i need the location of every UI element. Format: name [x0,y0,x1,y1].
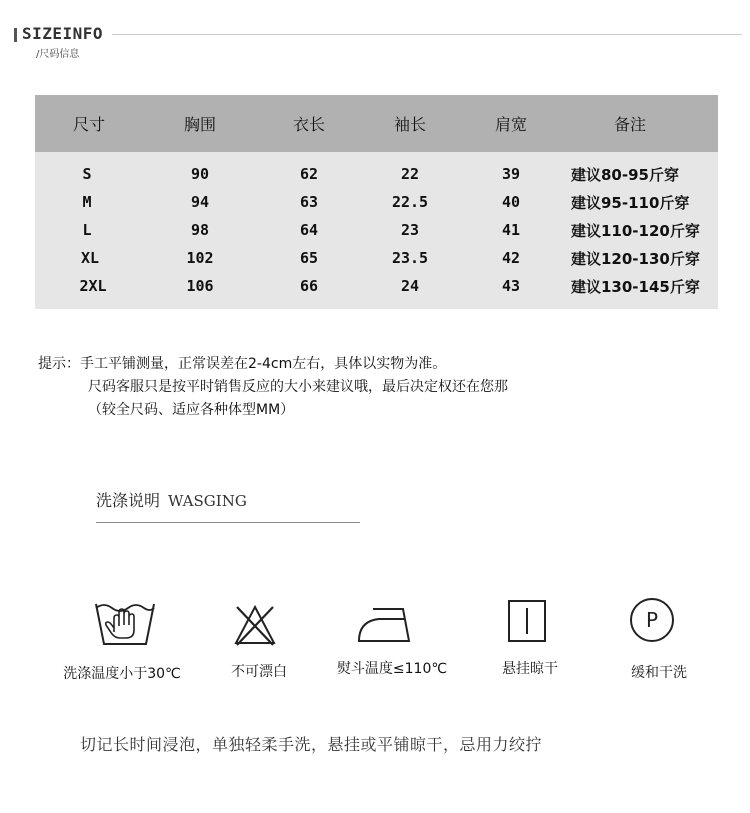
table-cell: 63 [299,193,319,211]
tip-line: 提示：手工平铺测量，正常误差在2-4cm左右，具体以实物为准。 [38,356,447,372]
section-title: SIZEINFO [22,24,104,43]
table-cell: 24 [400,277,420,295]
column-header: 衣长 [292,115,326,134]
gentle-dry-clean-icon [628,596,676,644]
table-header [35,95,718,152]
table-cell: L [82,221,92,239]
column-header: 胸围 [183,115,217,134]
table-cell: 建议80-95斤穿 [571,166,679,184]
measurement-tips [38,353,508,422]
table-cell: 106 [186,277,214,295]
table-cell: 22 [400,165,420,183]
table-cell: 建议130-145斤穿 [571,278,700,296]
table-cell: 66 [299,277,319,295]
table-cell: 41 [501,221,521,239]
table-cell: 40 [501,193,521,211]
table-cell: 23 [400,221,420,239]
washing-title-en: WASGING [168,492,247,510]
table-cell: 102 [186,249,214,267]
column-header: 肩宽 [494,115,528,134]
table-cell: 65 [299,249,319,267]
table-cell: 64 [299,221,319,239]
column-header: 尺寸 [72,115,106,134]
table-cell: 2XL [79,277,107,295]
table-cell: 23.5 [391,249,429,267]
size-table [35,95,718,309]
table-cell: 90 [190,165,210,183]
table-cell: 98 [190,221,210,239]
table-cell: 建议110-120斤穿 [571,222,700,240]
table-cell: 94 [190,193,210,211]
table-cell: 39 [501,165,521,183]
table-cell: 62 [299,165,319,183]
table-cell: 42 [501,249,521,267]
header-divider [112,34,742,35]
hand-wash-icon [92,598,158,650]
care-warning: 切记长时间浸泡，单独轻柔手洗，悬挂或平铺晾干，忌用力绞拧 [80,735,543,754]
table-cell: XL [80,249,100,267]
tip-line: （较全尺码、适应各种体型MM） [88,402,295,418]
column-header: 备注 [613,115,647,134]
column-header: 袖长 [393,115,427,134]
dry-clean-glyph: P [645,608,659,632]
no-bleach-icon [232,603,278,647]
washing-title-zh: 洗涤说明 [96,491,161,510]
section-subtitle: /尺码信息 [36,49,80,60]
hang-dry-label: 悬挂晾干 [502,661,558,677]
header-accent-bar [14,28,17,42]
washing-title [96,488,247,511]
hang-dry-icon [506,598,548,644]
table-body [35,152,718,309]
table-cell: 22.5 [391,193,429,211]
table-cell: 建议120-130斤穿 [571,250,700,268]
tip-line: 尺码客服只是按平时销售反应的大小来建议哦，最后决定权还在您那 [88,379,508,395]
iron-label: 熨斗温度≤110℃ [336,661,448,677]
iron-icon [355,605,413,645]
washing-divider [96,522,360,523]
table-cell: 建议95-110斤穿 [571,194,690,212]
no-bleach-label: 不可漂白 [231,664,287,680]
table-cell: 43 [501,277,521,295]
table-cell: M [82,193,92,211]
table-cell: S [82,165,92,183]
hand-wash-label: 洗涤温度小于30℃ [63,666,181,682]
gentle-dry-clean-label: 缓和干洗 [631,665,687,681]
